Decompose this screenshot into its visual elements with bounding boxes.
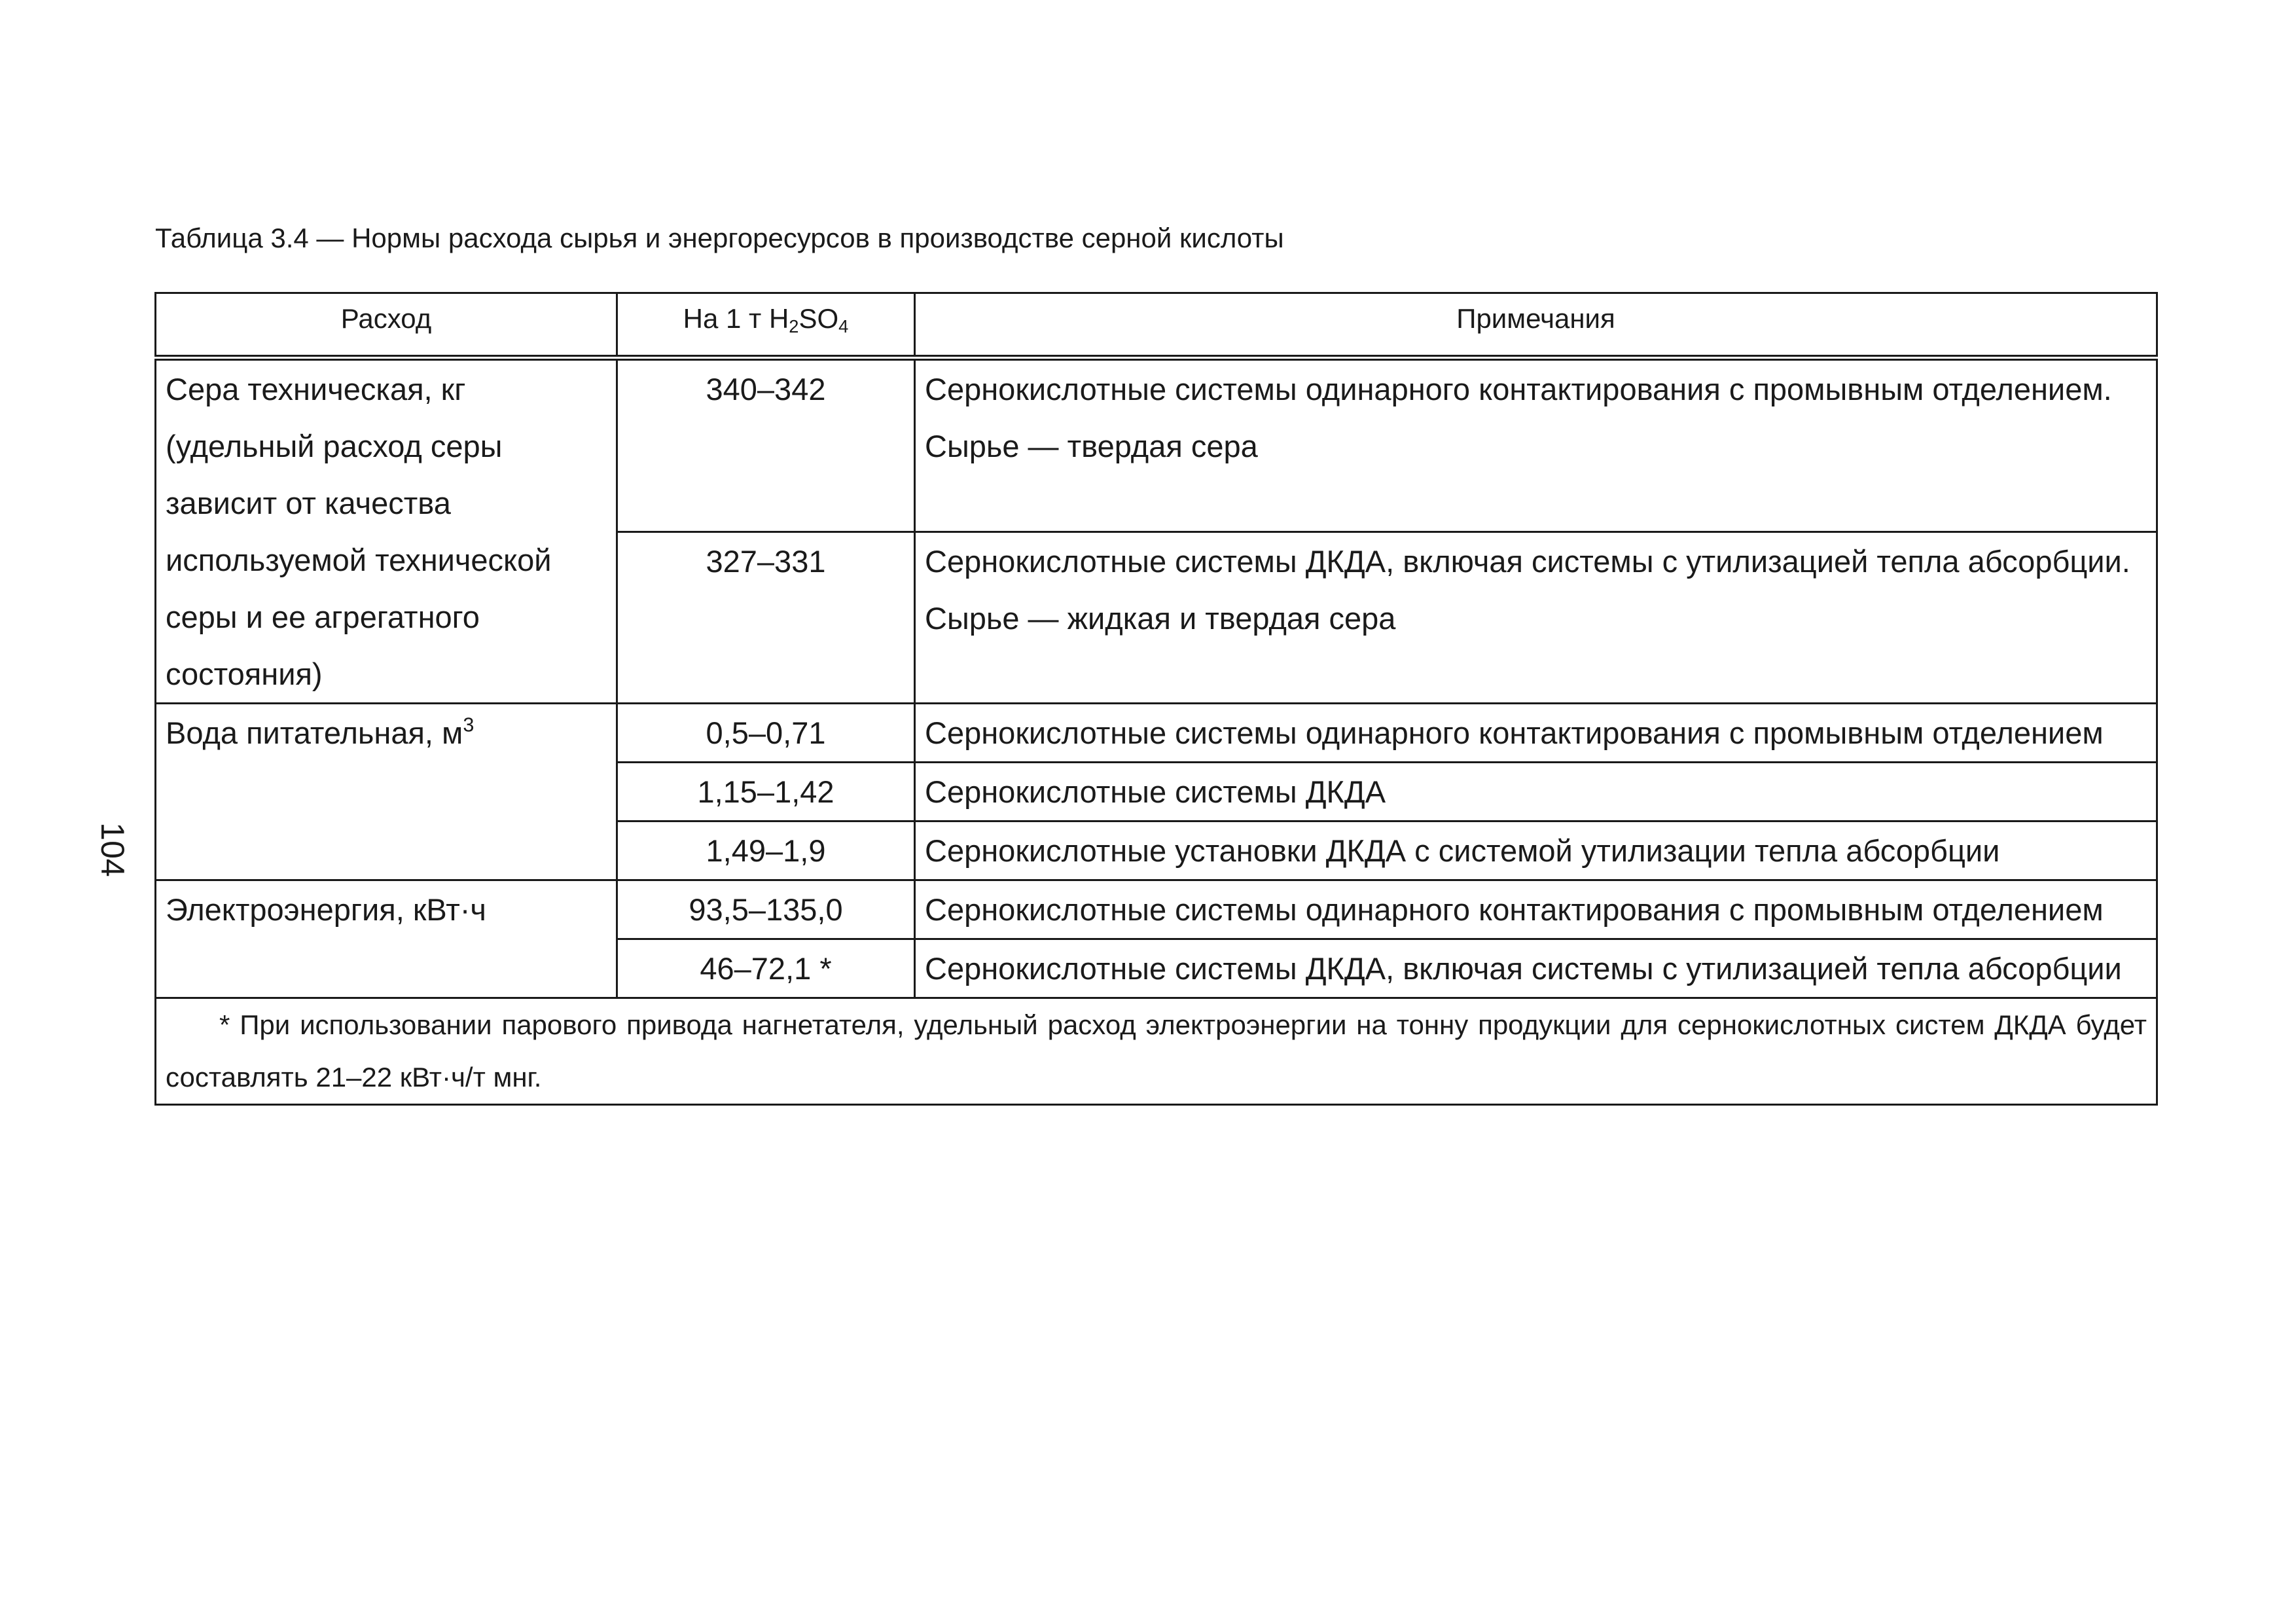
footnote-row [156, 998, 2157, 1105]
value-cell: 46–72,1 * [617, 939, 915, 998]
h2so4-formula: $H_2SO_4$ [768, 303, 849, 336]
note-cell: Сернокислотные системы ДКДА, включая системы с утилизацией тепла абсорбции [915, 939, 2157, 998]
value-cell: 93,5–135,0 [617, 880, 915, 939]
note-text: Сырье — жидкая и твердая сера [925, 601, 1396, 636]
table-row [156, 704, 2157, 763]
note-text: Сернокислотные системы ДКДА, включая системы с утилизацией тепла абсорбции. [925, 544, 2130, 579]
header-row [156, 293, 2157, 358]
table-row [156, 358, 2157, 532]
header-consumption: Расход [156, 293, 617, 358]
value-cell: 0,5–0,71 [617, 704, 915, 763]
table-caption: Таблица 3.4 — Нормы расхода сырья и энергоресурсов в производстве серной кислоты [155, 223, 1284, 253]
table-footnote: * При использовании парового привода нагнетателя, удельный расход электроэнергии на тонну продукции для сернокислотных систем ДКДА будет составлять 21–22 кВт·ч/т мнг. [156, 998, 2157, 1105]
norms-table [154, 292, 2158, 1106]
note-cell: Сернокислотные системы ДКДА [915, 763, 2157, 821]
note-text: Сырье — твердая сера [925, 429, 1258, 463]
note-cell [915, 358, 2157, 532]
resource-electricity: Электроэнергия, кВт·ч [156, 880, 617, 998]
page-number: 104 [94, 822, 131, 877]
value-cell: 1,49–1,9 [617, 821, 915, 880]
value-cell: 1,15–1,42 [617, 763, 915, 821]
note-text: Сернокислотные системы одинарного контактирования с промывным отделением. [925, 372, 2112, 406]
note-cell: Сернокислотные системы одинарного контактирования с промывным отделением [915, 880, 2157, 939]
table-header [156, 293, 2157, 358]
header-notes: Примечания [915, 293, 2157, 358]
value-cell: 340–342 [617, 358, 915, 532]
note-cell: Сернокислотные установки ДКДА с системой утилизации тепла абсорбции [915, 821, 2157, 880]
header-per-ton [617, 293, 915, 358]
note-cell: Сернокислотные системы одинарного контактирования с промывным отделением [915, 704, 2157, 763]
header-per-ton-prefix: На 1 т [683, 303, 769, 334]
note-cell [915, 532, 2157, 704]
table-row [156, 880, 2157, 939]
resource-feed-water: Вода питательная, $м^3$ [156, 704, 617, 880]
resource-sulfur: Сера техническая, кг (удельный расход серы зависит от качества используемой технической серы и ее агрегатного состояния) [156, 358, 617, 704]
value-cell: 327–331 [617, 532, 915, 704]
